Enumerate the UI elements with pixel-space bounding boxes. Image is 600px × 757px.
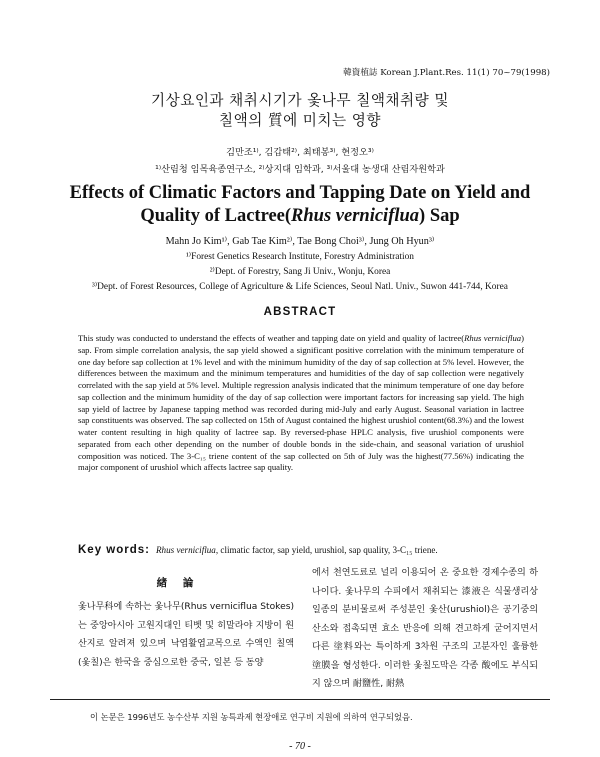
keywords-species: Rhus verniciflua	[156, 545, 216, 555]
abstract-text-intro: This study was conducted to understand the effects of weather and tapping date on yield and quality of lactree(	[78, 333, 465, 343]
english-title-prefix: Quality of Lactree(	[140, 206, 292, 226]
korean-title-line-1: 기상요인과 채취시기가 옻나무 칠액채취량 및	[151, 92, 449, 109]
page-number: - 70 -	[289, 741, 311, 752]
english-title-suffix: ) Sap	[419, 206, 460, 226]
abstract-text-rest: ) sap. From simple correlation analysis, the sap yield showed a significant positive correlation with the minimum temperature of one day before sap collection at 1% level and with the minimum humidity of the day of sap collection at 5% level. However, the differences between the maximum and the minimum temperatures and humidities of the day of sap collection were negatively correlated with the sap yield at 5% level. Multiple regression analysis indicated that the minimum temperature of one day before sap collection and the minimum humidity of the day of sap collection were important factors for increasing sap yield. The high sap yield of lactree by Japanese tapping method was recorded during mid-July and early August. Seasonal variation in lactree sap constituents was observed. The sap collected on 15th of August contained the highest urushiol content(68.3%) and the lowest water content resulting in high quality of lactree sap. By reversed-phase HPLC analysis, five urushiol components were separated from each other depending on the number of double bonds in the side-chain, and seasonal variation of urushiol composition was noticed. The 3-C₁₅ triene content of the sap collected on 5th of July was the highest(77.56%) indicating the major component of urushiol which affects lactree sap quality.	[78, 333, 524, 473]
korean-title-line-2: 칠액의 質에 미치는 영향	[219, 112, 381, 129]
keywords-label: Key words:	[78, 544, 150, 556]
body-left-column: 옻나무科에 속하는 옻나무(Rhus verniciflua Stokes)는 중앙아시아 고원지대인 티벳 및 히말라야 지방이 원산지로 알려져 있으며 낙엽활엽교목으로 수액인 칠액(옻칠)은 한국을 중심으로한 중국, 일본 등 동양	[78, 602, 294, 668]
english-affiliation-3: ³⁾Dept. of Forest Resources, College of Agriculture & Life Sciences, Seoul Natl. Univ., Suwon 441-744, Korea	[92, 282, 508, 292]
abstract-text-species: Rhus verniciflua	[464, 333, 522, 343]
english-title-line-1: Effects of Climatic Factors and Tapping Date on Yield and	[69, 183, 531, 203]
english-title-line-2	[0, 204, 600, 228]
english-affiliation-2: ²⁾Dept. of Forestry, Sang Ji Univ., Wonju, Korea	[209, 267, 391, 277]
korean-authors: 김만조¹⁾, 김갑태²⁾, 최태봉³⁾, 현정오³⁾	[226, 147, 374, 158]
abstract-body	[78, 333, 524, 474]
english-authors: Mahn Jo Kim¹⁾, Gab Tae Kim²⁾, Tae Bong Choi³⁾, Jung Oh Hyun³⁾	[165, 236, 435, 247]
footnote: 이 논문은 1996년도 농수산부 지원 농특과제 현장애로 연구비 지원에 의하여 연구되었음.	[90, 712, 413, 722]
abstract-heading: ABSTRACT	[263, 306, 337, 318]
keywords-line	[78, 544, 538, 556]
section-title-introduction: 緖 論	[156, 577, 200, 589]
english-title-species: Rhus verniciflua	[291, 206, 420, 226]
keywords-rest: , climatic factor, sap yield, urushiol, sap quality, 3-C₁₅ triene.	[215, 545, 438, 555]
footnote-divider	[50, 699, 550, 700]
body-right-column: 에서 천연도료로 널리 이용되어 온 중요한 경제수종의 하나이다. 옻나무의 수피에서 채취되는 漆液은 식물생리상 일종의 분비물로써 주성분인 옻산(urushiol)은 공기중의 산소와 접촉되면 효소 반응에 의해 견고하게 굳어지면서 다른 塗料와는 특이하게 3차원 구조의 고분자인 훌륭한 塗膜을 형성한다. 이러한 옻칠도막은 각종 酸에도 부식되지 않으며 耐鹽性, 耐熱	[312, 568, 538, 689]
english-affiliation-1: ¹⁾Forest Genetics Research Institute, Forestry Administration	[186, 252, 414, 262]
journal-citation: 韓資植誌 Korean J.Plant.Res. 11(1) 70~79(1998)	[343, 68, 550, 78]
korean-affiliations: ¹⁾산림청 임목육종연구소, ²⁾상지대 임학과, ³⁾서울대 농생대 산림자원학과	[155, 164, 445, 175]
